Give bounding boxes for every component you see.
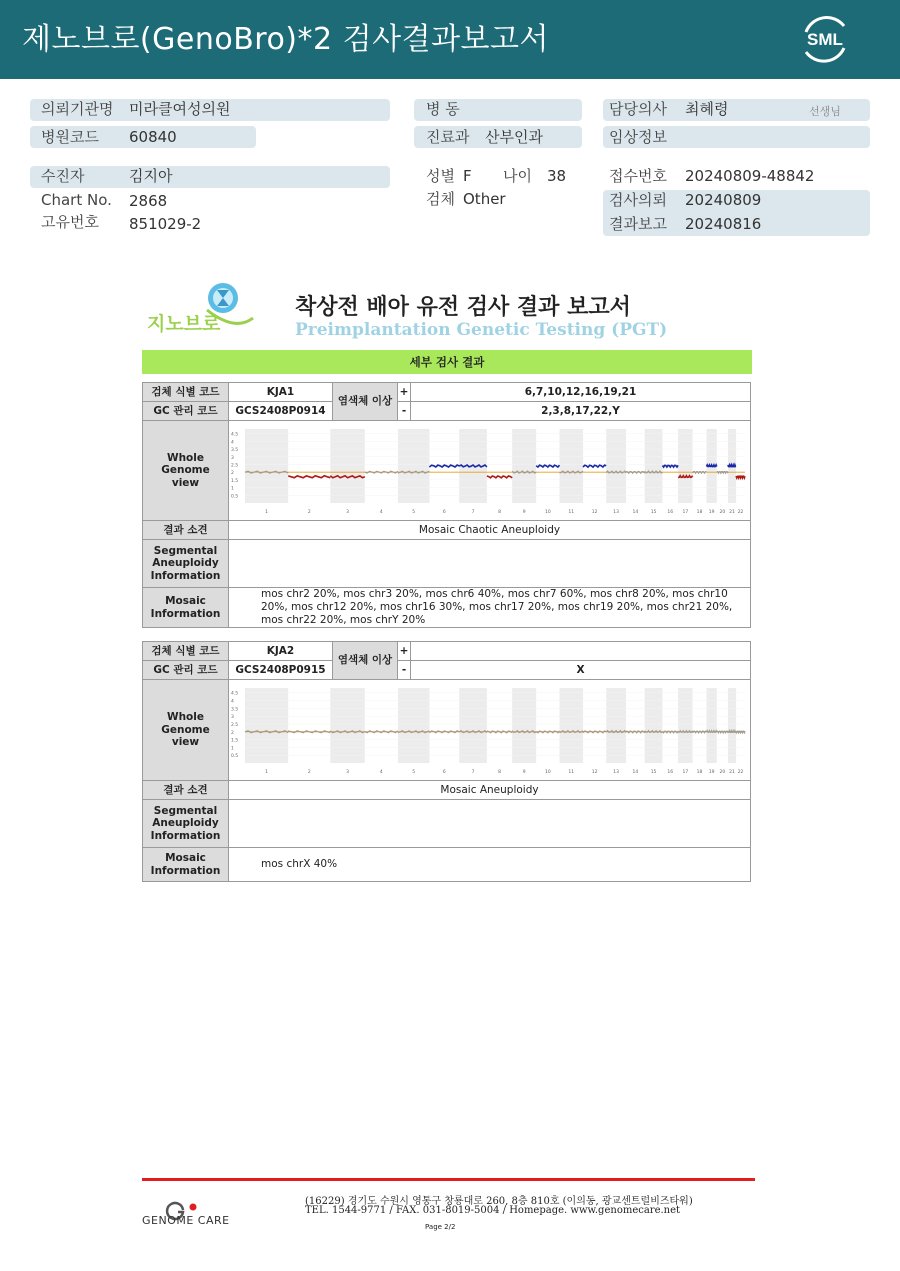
gc-code-label: GC 관리 코드 [143,402,229,421]
svg-text:SML: SML [807,30,843,49]
x-tick-label: 15 [650,770,657,775]
chrom-band [512,429,536,503]
finding-label: 결과 소견 [143,521,229,540]
id-label: 고유번호 [41,213,99,231]
gain-sign: + [398,642,411,661]
chrom-band [678,429,692,503]
footer-address: (16229) 경기도 수원시 영통구 창룡대로 260, 8층 810호 (이의동, 광교센트럴비즈타워) [305,1196,693,1207]
pgt-title-kr: 착상전 배아 유전 검사 결과 보고서 [295,295,631,320]
x-tick-label: 14 [632,770,639,775]
y-tick-label: 3.5 [231,707,239,713]
genome-chart-1 [229,421,751,517]
x-tick-label: 8 [498,510,501,515]
x-tick-label: 16 [667,510,674,515]
chrom-band [512,688,536,763]
x-tick-label: 7 [471,770,475,775]
finding-label: 결과 소견 [143,781,229,800]
x-tick-label: 5 [412,770,416,775]
segmental-label: Segmental Aneuploidy Information [143,800,229,848]
y-tick-label: 1 [231,486,234,492]
x-tick-label: 1 [265,770,269,775]
pgt-title-en: Preimplantation Genetic Testing (PGT) [295,320,668,340]
genobro-logo-icon [145,280,260,340]
sex-label: 성별 [426,167,455,185]
chrom-band [398,688,430,763]
x-tick-label: 14 [632,510,639,515]
y-tick-label: 1.5 [231,478,239,484]
result-table-2 [142,641,751,882]
y-tick-label: 3 [231,715,234,721]
finding-value: Mosaic Aneuploidy [229,781,751,800]
copy-number-segment [717,472,728,474]
x-tick-label: 22 [737,770,744,775]
copy-number-segment [736,731,745,733]
whole-genome-label: Whole Genome view [143,421,229,521]
gain-value: 6,7,10,12,16,19,21 [411,383,751,402]
sml-logo-icon [796,12,854,66]
specimen-code-value: KJA1 [229,383,333,402]
y-tick-label: 1.5 [231,738,239,744]
x-tick-label: 21 [729,510,735,515]
x-tick-label: 17 [682,770,689,775]
chrom-band [606,688,626,763]
gain-sign: + [398,383,411,402]
x-tick-label: 11 [568,770,575,775]
y-tick-label: 1 [231,746,234,752]
genome-view-2 [229,680,751,781]
department-label: 진료과 [426,128,470,146]
institution-value: 미라클여성의원 [129,100,231,118]
institution-label: 의뢰기관명 [41,100,114,118]
y-tick-label: 2 [231,730,234,736]
chrom-band [678,688,692,763]
x-tick-label: 6 [442,770,446,775]
chrom-band [645,688,663,763]
specimen-code-label: 검체 식별 코드 [143,642,229,661]
chrom-band [560,688,584,763]
specimen-value: Other [463,190,506,208]
y-tick-label: 4 [231,699,234,705]
chrom-band [245,688,288,763]
chrom-band [330,688,364,763]
genome-chart-2 [229,680,751,777]
gc-code-label: GC 관리 코드 [143,661,229,680]
x-tick-label: 12 [591,510,598,515]
mosaic-value: mos chrX 40% [229,848,751,882]
chart-value: 2868 [129,192,168,210]
gc-code-value: GCS2408P0915 [229,661,333,680]
specimen-code-label: 검체 식별 코드 [143,383,229,402]
page-number: Page 2/2 [425,1223,456,1231]
hospital-code-label: 병원코드 [41,128,99,146]
footer-contact: TEL. 1544-9771 / FAX. 031-8019-5004 / Homepage. www.genomecare.net [305,1205,681,1216]
copy-number-segment [736,476,745,478]
report-title: 제노브로(GenoBro)*2 검사결과보고서 [22,22,549,57]
chrom-abn-label: 염색체 이상 [333,383,398,421]
loss-sign: - [398,402,411,421]
mosaic-label: Mosaic Information [143,588,229,628]
segmental-value [229,800,751,848]
loss-sign: - [398,661,411,680]
copy-number-segment [583,465,606,467]
y-tick-label: 3.5 [231,448,239,454]
x-tick-label: 9 [522,510,526,515]
x-tick-label: 8 [498,770,501,775]
x-tick-label: 6 [442,510,446,515]
x-tick-label: 15 [650,510,657,515]
x-tick-label: 21 [729,770,735,775]
x-tick-label: 5 [412,510,416,515]
patient-label: 수진자 [41,167,85,185]
x-tick-label: 2 [307,770,311,775]
x-tick-label: 18 [696,770,703,775]
specimen-label: 검체 [426,190,455,208]
mosaic-label: Mosaic Information [143,848,229,882]
id-value: 851029-2 [129,215,202,233]
section-header: 세부 검사 결과 [142,350,752,374]
chrom-band [606,429,626,503]
copy-number-segment [626,731,645,733]
copy-number-segment [487,476,512,478]
y-tick-label: 4.5 [231,691,239,697]
x-tick-label: 19 [708,770,715,775]
y-tick-label: 2 [231,471,234,477]
chrom-band [398,429,430,503]
whole-genome-label: Whole Genome view [143,680,229,781]
chrom-band [728,688,736,763]
x-tick-label: 4 [379,770,383,775]
copy-number-segment [429,465,459,467]
copy-number-segment [707,465,717,467]
age-value: 38 [547,167,567,185]
copy-number-segment [487,731,512,733]
x-tick-label: 20 [719,510,726,515]
gc-code-value: GCS2408P0914 [229,402,333,421]
x-tick-label: 10 [544,770,551,775]
age-label: 나이 [503,167,532,185]
y-tick-label: 3 [231,455,234,461]
chrom-band [645,429,663,503]
request-value: 20240809 [685,191,762,209]
doctor-label: 담당의사 [609,100,667,118]
y-tick-label: 0.5 [231,494,239,500]
copy-number-segment [288,476,330,478]
department-value: 산부인과 [485,128,543,146]
x-tick-label: 17 [682,510,689,515]
x-tick-label: 20 [719,770,726,775]
segmental-value [229,540,751,588]
x-tick-label: 13 [613,770,619,775]
x-tick-label: 1 [265,510,269,515]
footer-line [142,1178,755,1181]
copy-number-segment [728,465,736,467]
x-tick-label: 3 [346,510,350,515]
chrom-band [330,429,364,503]
copy-number-segment [536,465,559,467]
doctor-suffix: 선생님 [809,105,841,118]
patient-value: 김지아 [129,167,173,185]
svg-text:지노브로: 지노브로 [147,313,221,335]
x-tick-label: 16 [667,770,674,775]
specimen-code-value: KJA2 [229,642,333,661]
x-tick-label: 13 [613,510,619,515]
x-tick-label: 10 [544,510,551,515]
chrom-band [707,688,717,763]
x-tick-label: 12 [591,770,598,775]
copy-number-segment [728,731,736,733]
clinical-label: 임상정보 [609,128,667,146]
company-name: GENOME CARE [142,1214,230,1227]
loss-value: 2,3,8,17,22,Y [411,402,751,421]
x-tick-label: 7 [471,510,475,515]
x-tick-label: 3 [346,770,350,775]
request-label: 검사의뢰 [609,191,667,209]
copy-number-segment [717,731,728,733]
y-tick-label: 4 [231,440,234,446]
chrom-band [560,429,584,503]
segmental-label: Segmental Aneuploidy Information [143,540,229,588]
reception-value: 20240809-48842 [685,167,815,185]
report-value: 20240816 [685,215,762,233]
chrom-abn-label: 염색체 이상 [333,642,398,680]
chrom-band [459,688,487,763]
doctor-value: 최혜령 [685,100,729,118]
gain-value [411,642,751,661]
x-tick-label: 22 [737,510,744,515]
copy-number-segment [663,465,679,467]
hospital-code-value: 60840 [129,128,177,146]
y-tick-label: 0.5 [231,754,239,760]
ward-label: 병 동 [426,100,460,118]
x-tick-label: 18 [696,510,703,515]
y-tick-label: 2.5 [231,463,239,469]
x-tick-label: 19 [708,510,715,515]
mosaic-value: mos chr2 20%, mos chr3 20%, mos chr6 40%, mos chr7 60%, mos chr8 20%, mos chr10 20%, mos chr12 20%, mos chr16 30%, mos chr17 20%, mos chr19 20%, mos chr21 20%, mos chr22 20%, mos chrY 20% [229,588,751,628]
chart-label: Chart No. [41,191,112,209]
x-tick-label: 9 [522,770,526,775]
genome-view-1 [229,421,751,521]
finding-value: Mosaic Chaotic Aneuploidy [229,521,751,540]
reception-label: 접수번호 [609,167,667,185]
result-table-1 [142,382,751,628]
x-tick-label: 2 [307,510,311,515]
x-tick-label: 4 [379,510,383,515]
y-tick-label: 4.5 [231,432,239,438]
y-tick-label: 2.5 [231,722,239,728]
loss-value: X [411,661,751,680]
x-tick-label: 11 [568,510,575,515]
sex-value: F [463,167,472,185]
chrom-band [245,429,288,503]
report-label: 결과보고 [609,215,667,233]
copy-number-segment [678,476,693,478]
